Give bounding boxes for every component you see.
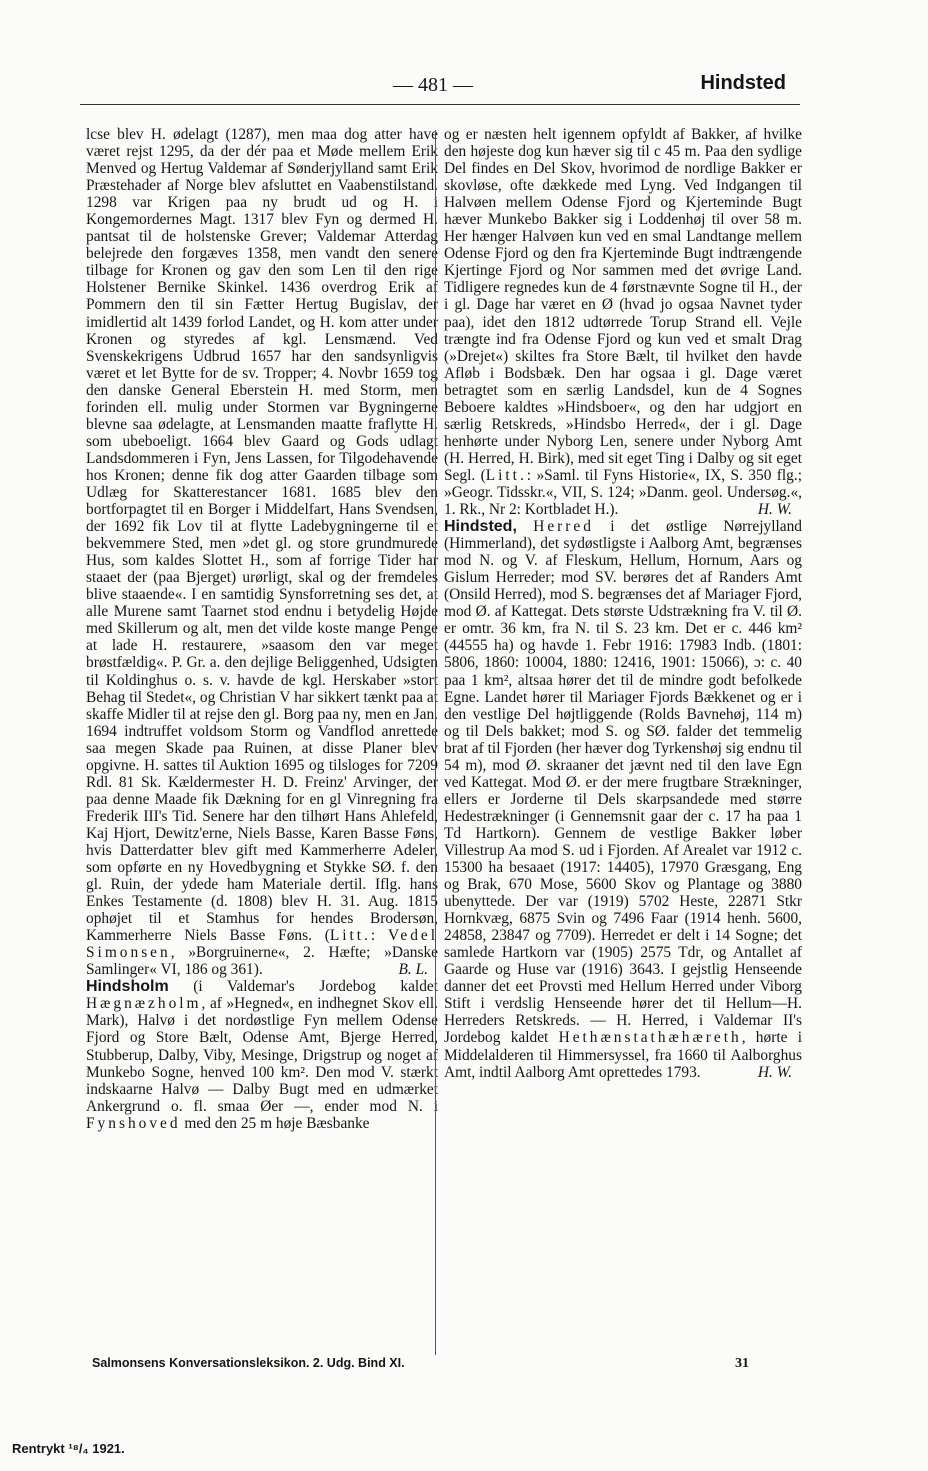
page-header	[80, 72, 786, 102]
signature: H. W.	[757, 501, 792, 519]
literature-label: Litt.	[329, 927, 371, 945]
sheet-number: 31	[735, 1356, 749, 1371]
entry-hindsted: Hindsted, Herred i det østlige Nørrejylland (Himmerland), det sydøstligste i Aalborg Amt, begrænses mod N. og V. af Fleskum, Hellum, Hornum, Aars og Gislum Herreder; mod SV. berøres det af Randers Amt (Onsild Herred), mod S. begrænses det af Mariager Fjord, mod Ø. af Kattegat. Dets største Udstrækning fra V. til Ø. er omtr. 36 km, fra N. til S. 23 km. Det er c. 446 km² (44555 ha) og havde 1. Febr 1916: 17983 Indb. (1801: 5806, 1860: 10004, 1880: 12416, 1901: 15066), ɔ: c. 40 paa 1 km², altsaa hører det til de mindre godt befolkede Egne. Landet hører til Mariager Fjords Bækkenet og er i den vestlige Del højtliggende (Rolds Bavnehøj, 114 m) og til Dels bakket; mod S. og SØ. falder det temmelig brat af til Fjorden (her hæver dog Tyrkenshøj sig endnu til 54 m), mod Ø. skraaner det jævnt ned til den lave Egn ved Kattegat. Mod Ø. er der mere frugtbare Strækninger, ellers er Jorderne til Dels skarpsandede med større Hedestrækninger (i Gennemsnit gaar der c. 17 ha paa 1 Td Hartkorn). Gennem de vestlige Bakker løber Villestrup Aa mod S. ud i Fjorden. Af Arealet var 1912 c. 15300 ha besaaet (1917: 14405), 17970 Græsgang, Eng og Brak, 670 Mose, 5600 Skov og Plantage og 3880 ubenyttede. Der var (1919) 5702 Heste, 22871 Stkr Hornkvæg, 6875 Svin og 7496 Faar (1914 henh. 5600, 24858, 23847 og 7709). Herredet er delt i 14 Sogne; det samlede Hartkorn var (1905) 2575 Tdr, og Antallet af Gaarde og Huse var (1916) 3643. I gejstlig Henseende danner det eet Provsti med Hellum Herred under Viborg Stift i verdslig Henseende hører det til Hellum—H. Herreders Retskreds. — H. Herred, i Valdemar II's Jordebog kaldet Hethænstathæhæreth, hørte i Middelalderen til Himmersyssel, fra 1660 til Aalborghus Amt, indtil Aalborg Amt oprettedes 1793. H. W.	[444, 518, 802, 1081]
left-column	[86, 126, 438, 1132]
right-column	[444, 126, 802, 1081]
author-name: Vedel Simonsen	[86, 927, 438, 962]
headword: Hindsted,	[444, 518, 517, 536]
reprint-note: Rentrykt ¹⁸/₄ 1921.	[12, 1441, 125, 1456]
header-rule	[80, 104, 800, 105]
signature: B. L.	[398, 961, 428, 979]
running-head: Hindsted	[700, 72, 786, 94]
entry-continuation: lcse blev H. ødelagt (1287), men maa dog atter have været rejst 1295, da der dér paa et Møde mellem Erik Menved og Hertug Valdemar af Sønderjylland samt Erik Præstehader af Norge blev afsluttet en Vaabenstilstand. 1298 var Krigen paa ny brudt ud og H. i Kongemordernes Magt. 1317 blev Fyn og dermed H. pantsat til de holstenske Grever; Valdemar Atterdag belejrede den forgæves 1358, men vandt den senere tilbage for Kronen og gav den som Len til den rige Holstener Bernike Skinkel. 1436 overdrog Erik af Pommern den til sin Fætter Hertug Bugislav, der imidlertid alt 1439 forlod Landet, og H. kom atter under Kronen og styredes af kgl. Lensmænd. Ved Svenskekrigens Udbrud 1657 har den sandsynligvis været et let Bytte for de sv. Tropper; 4. Novbr 1659 tog den danske General Eberstein H. med Storm, men forinden ell. mulig under Stormen var Bygningerne blevne saa ødelagte, at Lensmanden maatte fraflytte H. som ubeboeligt. 1664 blev Gaard og Gods udlagt Landsdommeren i Fyn, Jens Lassen, for Tilgodehavende hos Kronen; denne fik dog atter Gaarden tilbage som Udlæg for Skatterestancer 1681. 1685 blev den bortforpagtet til en Borger i Middelfart, Hans Svendsen, der 1692 fik Lov til at flytte Ladebygningerne til et bekvemmere Sted, men »det gl. og store grundmurede Hus, som kaldes Slottet H., som af forrige Tider har staaet der (paa Bjerget) urørligt, skal og der fremdeles blive staaende«. I en samtidig Synsforretning ses det, at alle Murene samt Taarnet stod endnu i betydelig Højde med Skillerum og alt, men det vilde koste mange Penge at lade H. restaurere, »saasom den var meget brøstfældig«. P. Gr. a. den dejlige Beliggenhed, Udsigten til Koldinghus o. s. v. havde de kgl. Herskaber »stort Behag til Stedet«, og Christian V har sikkert tænkt paa at skaffe Midler til at rejse den gl. Borg paa ny, men en Jan. 1694 indtruffet voldsom Storm og Vandflod anrettede saa megen Skade paa Ruinen, at disse Planer blev opgivne. H. sattes til Auktion 1695 og tilsloges for 7209 Rdl. 81 Sk. Kældermester H. D. Freinz' Arvinger, der paa denne Maade fik Dækning for en gl Vinregning fra Frederik III's Tid. Senere har den tilhørt Hans Ahlefeld, Kaj Hjort, Dewitz'erne, Niels Basse, Karen Basse Føns, hvis Datterdatter blev gift med Kammerherre Adeler, som opførte en ny Hovedbygning et Stykke SØ. f. den gl. Ruin, der ydede ham Materiale dertil. Iflg. hans Enkes Testamente (d. 1808) blev H. 31. Aug. 1815 ophøjet til et Stamhus for hendes Brodersøn, Kammerherre Niels Basse Føns. (Litt.: Vedel Simonsen, »Borgruinerne«, 2. Hæfte; »Danske Samlinger« VI, 186 og 361). B. L.	[86, 126, 438, 979]
publication-footer: Salmonsens Konversationsleksikon. 2. Udg. Bind XI.	[92, 1356, 405, 1370]
headword: Hindsholm	[86, 978, 169, 996]
signature: H. W.	[757, 1063, 792, 1081]
entry-hindsholm: Hindsholm (i Valdemar's Jordebog kaldet Hægnæzholm, af »Hegned«, en indhegnet Skov ell. Mark), Halvø i det nordøstlige Fyn mellem Odense Fjord og Store Bælt, Odense Amt, Bjerge Herred, Stubberup, Dalby, Viby, Mesinge, Drigstrup og noget af Munkebo Sogne, henved 100 km². Den mod V. stærkt indskaarne Halvø — Dalby Bugt med en udmærket Ankergrund o. fl. smaa Øer —, ender mod N. i Fynshoved med den 25 m høje Bæsbanke	[86, 978, 438, 1132]
page-number: — 481 —	[393, 74, 473, 96]
literature-label: Litt.	[485, 466, 527, 484]
entry-continuation: og er næsten helt igennem opfyldt af Bakker, af hvilke den højeste dog kun hæver sig til c 45 m. Paa den sydlige Del findes en Del Skov, hvorimod de nordlige Bakker er skovløse, ofte dækkede med Lyng. Ved Indgangen til Halvøen mellem Odense Fjord og Kjerteminde Bugt hæver Munkebo Bakker sig i Loddenhøj til over 58 m. Her hænger Halvøen kun ved en smal Landtange mellem Odense Fjord og den fra Kjerteminde Bugt indtrængende Kjertinge Fjord og Nor sammen med det øvrige Land. Tidligere regnedes kun de 4 førstnævnte Sogne til H., der i gl. Dage har været en Ø (hvad jo ogsaa Navnet tyder paa), idet den 1812 udtørrede Torup Strand ell. Vejle trængte ind fra Odense Fjord og kun ved et smalt Drag (»Drejet«) skiltes fra Store Bælt, til hvilket den havde Afløb i Bodsbæk. Den har ogsaa i gl. Dage været betragtet som en særlig Landsdel, kun de 4 Sognes Beboere kaldtes »Hindsboer«, og den har udgjort en særlig Retskreds, »Hindsbo Herred«, der i gl. Dage henhørte under Nyborg Len, senere under Nyborg Amt (H. Herred, H. Birk), med sit eget Ting i Dalby og sit eget Segl. (Litt.: »Saml. til Fyns Historie«, IX, S. 350 flg.; »Geogr. Tidsskr.«, VII, S. 124; »Danm. geol. Undersøg.«, 1. Rk., Nr 2: Kortbladet H.). H. W.	[444, 126, 802, 519]
column-divider	[435, 130, 436, 1355]
